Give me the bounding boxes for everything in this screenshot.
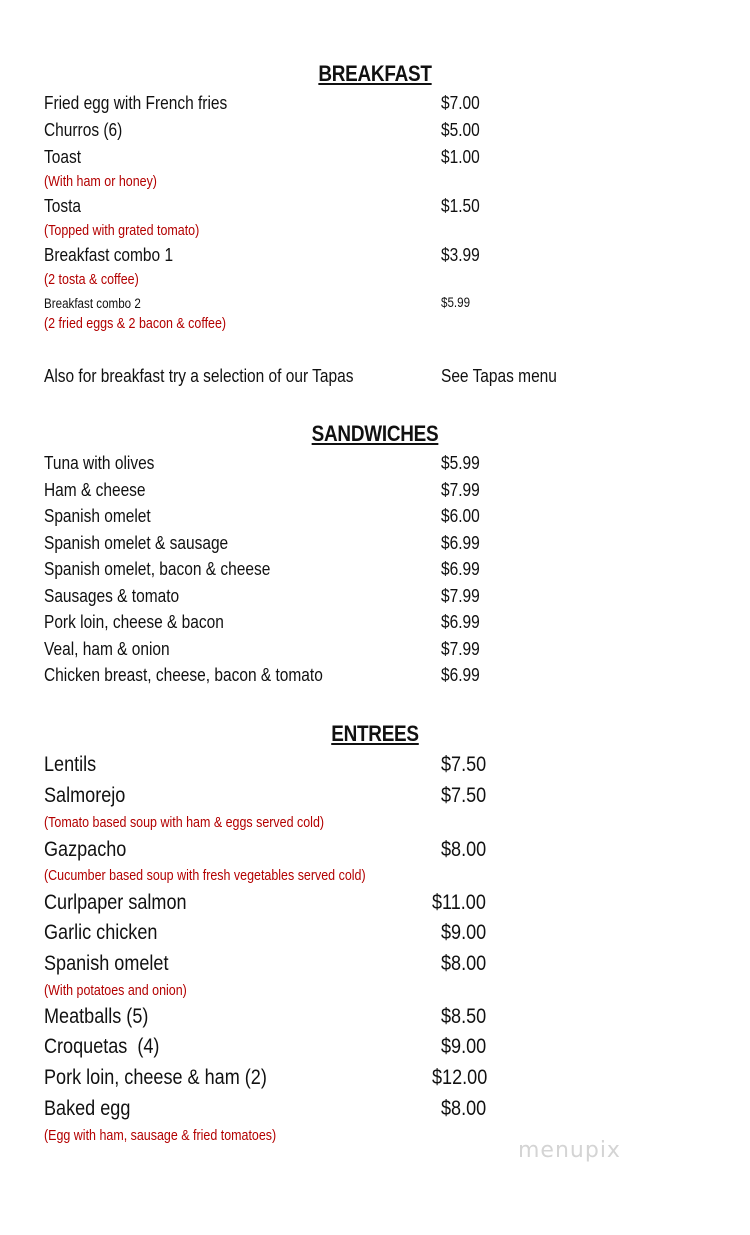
item-price: $8.00 [441, 1097, 487, 1120]
item-name: Meatballs (5) [44, 1005, 149, 1028]
sandwiches-heading: SANDWICHES [311, 421, 439, 446]
menu-item [44, 196, 87, 217]
menu-item [44, 1097, 144, 1121]
item-price: $1.00 [441, 147, 480, 167]
item-note: (Cucumber based soup with fresh vegetables served cold) [44, 868, 366, 884]
item-name: Lentils [44, 753, 97, 776]
item-name: Curlpaper salmon [44, 891, 187, 914]
menu-item [44, 612, 253, 633]
item-name: Sausages & tomato [44, 586, 180, 606]
item-price: $1.50 [441, 196, 480, 216]
item-price: $9.00 [441, 1035, 487, 1058]
item-price: $6.99 [441, 559, 480, 579]
item-price: $8.00 [441, 952, 487, 975]
item-name: Spanish omelet & sausage [44, 533, 229, 553]
menu-item [44, 506, 168, 527]
item-price: $5.00 [441, 120, 480, 140]
item-price: $8.00 [441, 838, 487, 861]
item-name: Toast [44, 147, 82, 167]
menu-item [44, 295, 157, 313]
menu-item [44, 784, 139, 808]
item-note: (2 tosta & coffee) [44, 272, 139, 288]
watermark-logo: menupix [518, 1138, 621, 1163]
item-price: $9.00 [441, 921, 487, 944]
item-price: $7.99 [441, 639, 480, 659]
menu-item [44, 1066, 303, 1090]
item-price: $5.99 [441, 453, 480, 473]
menu-item [44, 147, 87, 168]
item-price: $7.99 [441, 586, 480, 606]
menu-item [44, 480, 162, 501]
item-price: $7.50 [441, 784, 487, 807]
item-price: $6.99 [441, 612, 480, 632]
item-name: Fried egg with French fries [44, 93, 228, 113]
item-price: $7.00 [441, 93, 480, 113]
menu-item [44, 93, 257, 114]
menu-item [44, 891, 210, 915]
item-name: Chicken breast, cheese, bacon & tomato [44, 665, 323, 685]
item-note: (Egg with ham, sausage & fried tomatoes) [44, 1128, 277, 1144]
menu-item [44, 120, 135, 141]
item-price: $11.00 [432, 891, 486, 914]
item-note: (With potatoes and onion) [44, 983, 187, 999]
menu-item [44, 1005, 165, 1029]
item-name: Spanish omelet [44, 506, 151, 526]
item-price: $8.50 [441, 1005, 487, 1028]
item-price: $3.99 [441, 245, 480, 265]
menu-item [44, 533, 258, 554]
item-name: Spanish omelet [44, 952, 169, 975]
menu-item [44, 952, 189, 976]
item-name: Tuna with olives [44, 453, 155, 473]
menu-item [44, 245, 194, 266]
item-name: Gazpacho [44, 838, 127, 861]
item-name: Churros (6) [44, 120, 123, 140]
item-price: $7.50 [441, 753, 487, 776]
item-note: (2 fried eggs & 2 bacon & coffee) [44, 316, 227, 332]
item-name: Tosta [44, 196, 82, 216]
menu-item [44, 453, 172, 474]
item-name: Spanish omelet, bacon & cheese [44, 559, 271, 579]
item-price: $12.00 [432, 1066, 488, 1089]
entrees-heading: ENTREES [331, 721, 419, 746]
item-note: (With ham or honey) [44, 174, 157, 190]
item-name: Garlic chicken [44, 921, 158, 944]
menu-item [44, 639, 190, 660]
item-name: Breakfast combo 2 [44, 296, 141, 311]
menu-item [44, 1035, 178, 1059]
item-name: Ham & cheese [44, 480, 146, 500]
breakfast-heading: BREAKFAST [318, 61, 432, 86]
tapas-menu-reference: See Tapas menu [441, 366, 557, 386]
menu-item [44, 921, 176, 945]
menu-item [44, 559, 307, 580]
item-name: Pork loin, cheese & bacon [44, 612, 224, 632]
item-price: $6.99 [441, 665, 480, 685]
menu-item [44, 838, 140, 862]
item-note: (Topped with grated tomato) [44, 223, 200, 239]
item-price: $7.99 [441, 480, 480, 500]
item-note: (Tomato based soup with ham & eggs served cold) [44, 815, 325, 831]
item-name: Croquetas (4) [44, 1035, 160, 1058]
extra-text: Also for breakfast try a selection of our Tapas [44, 366, 354, 386]
item-name: Breakfast combo 1 [44, 245, 174, 265]
item-name: Pork loin, cheese & ham (2) [44, 1066, 267, 1089]
item-name: Salmorejo [44, 784, 126, 807]
menu-item [44, 665, 368, 686]
menu-item [44, 753, 105, 777]
item-price: $6.99 [441, 533, 480, 553]
breakfast-extra [44, 366, 404, 387]
menu-item [44, 586, 201, 607]
item-name: Veal, ham & onion [44, 639, 170, 659]
item-name: Baked egg [44, 1097, 131, 1120]
item-price: $6.00 [441, 506, 480, 526]
item-price: $5.99 [441, 295, 471, 310]
